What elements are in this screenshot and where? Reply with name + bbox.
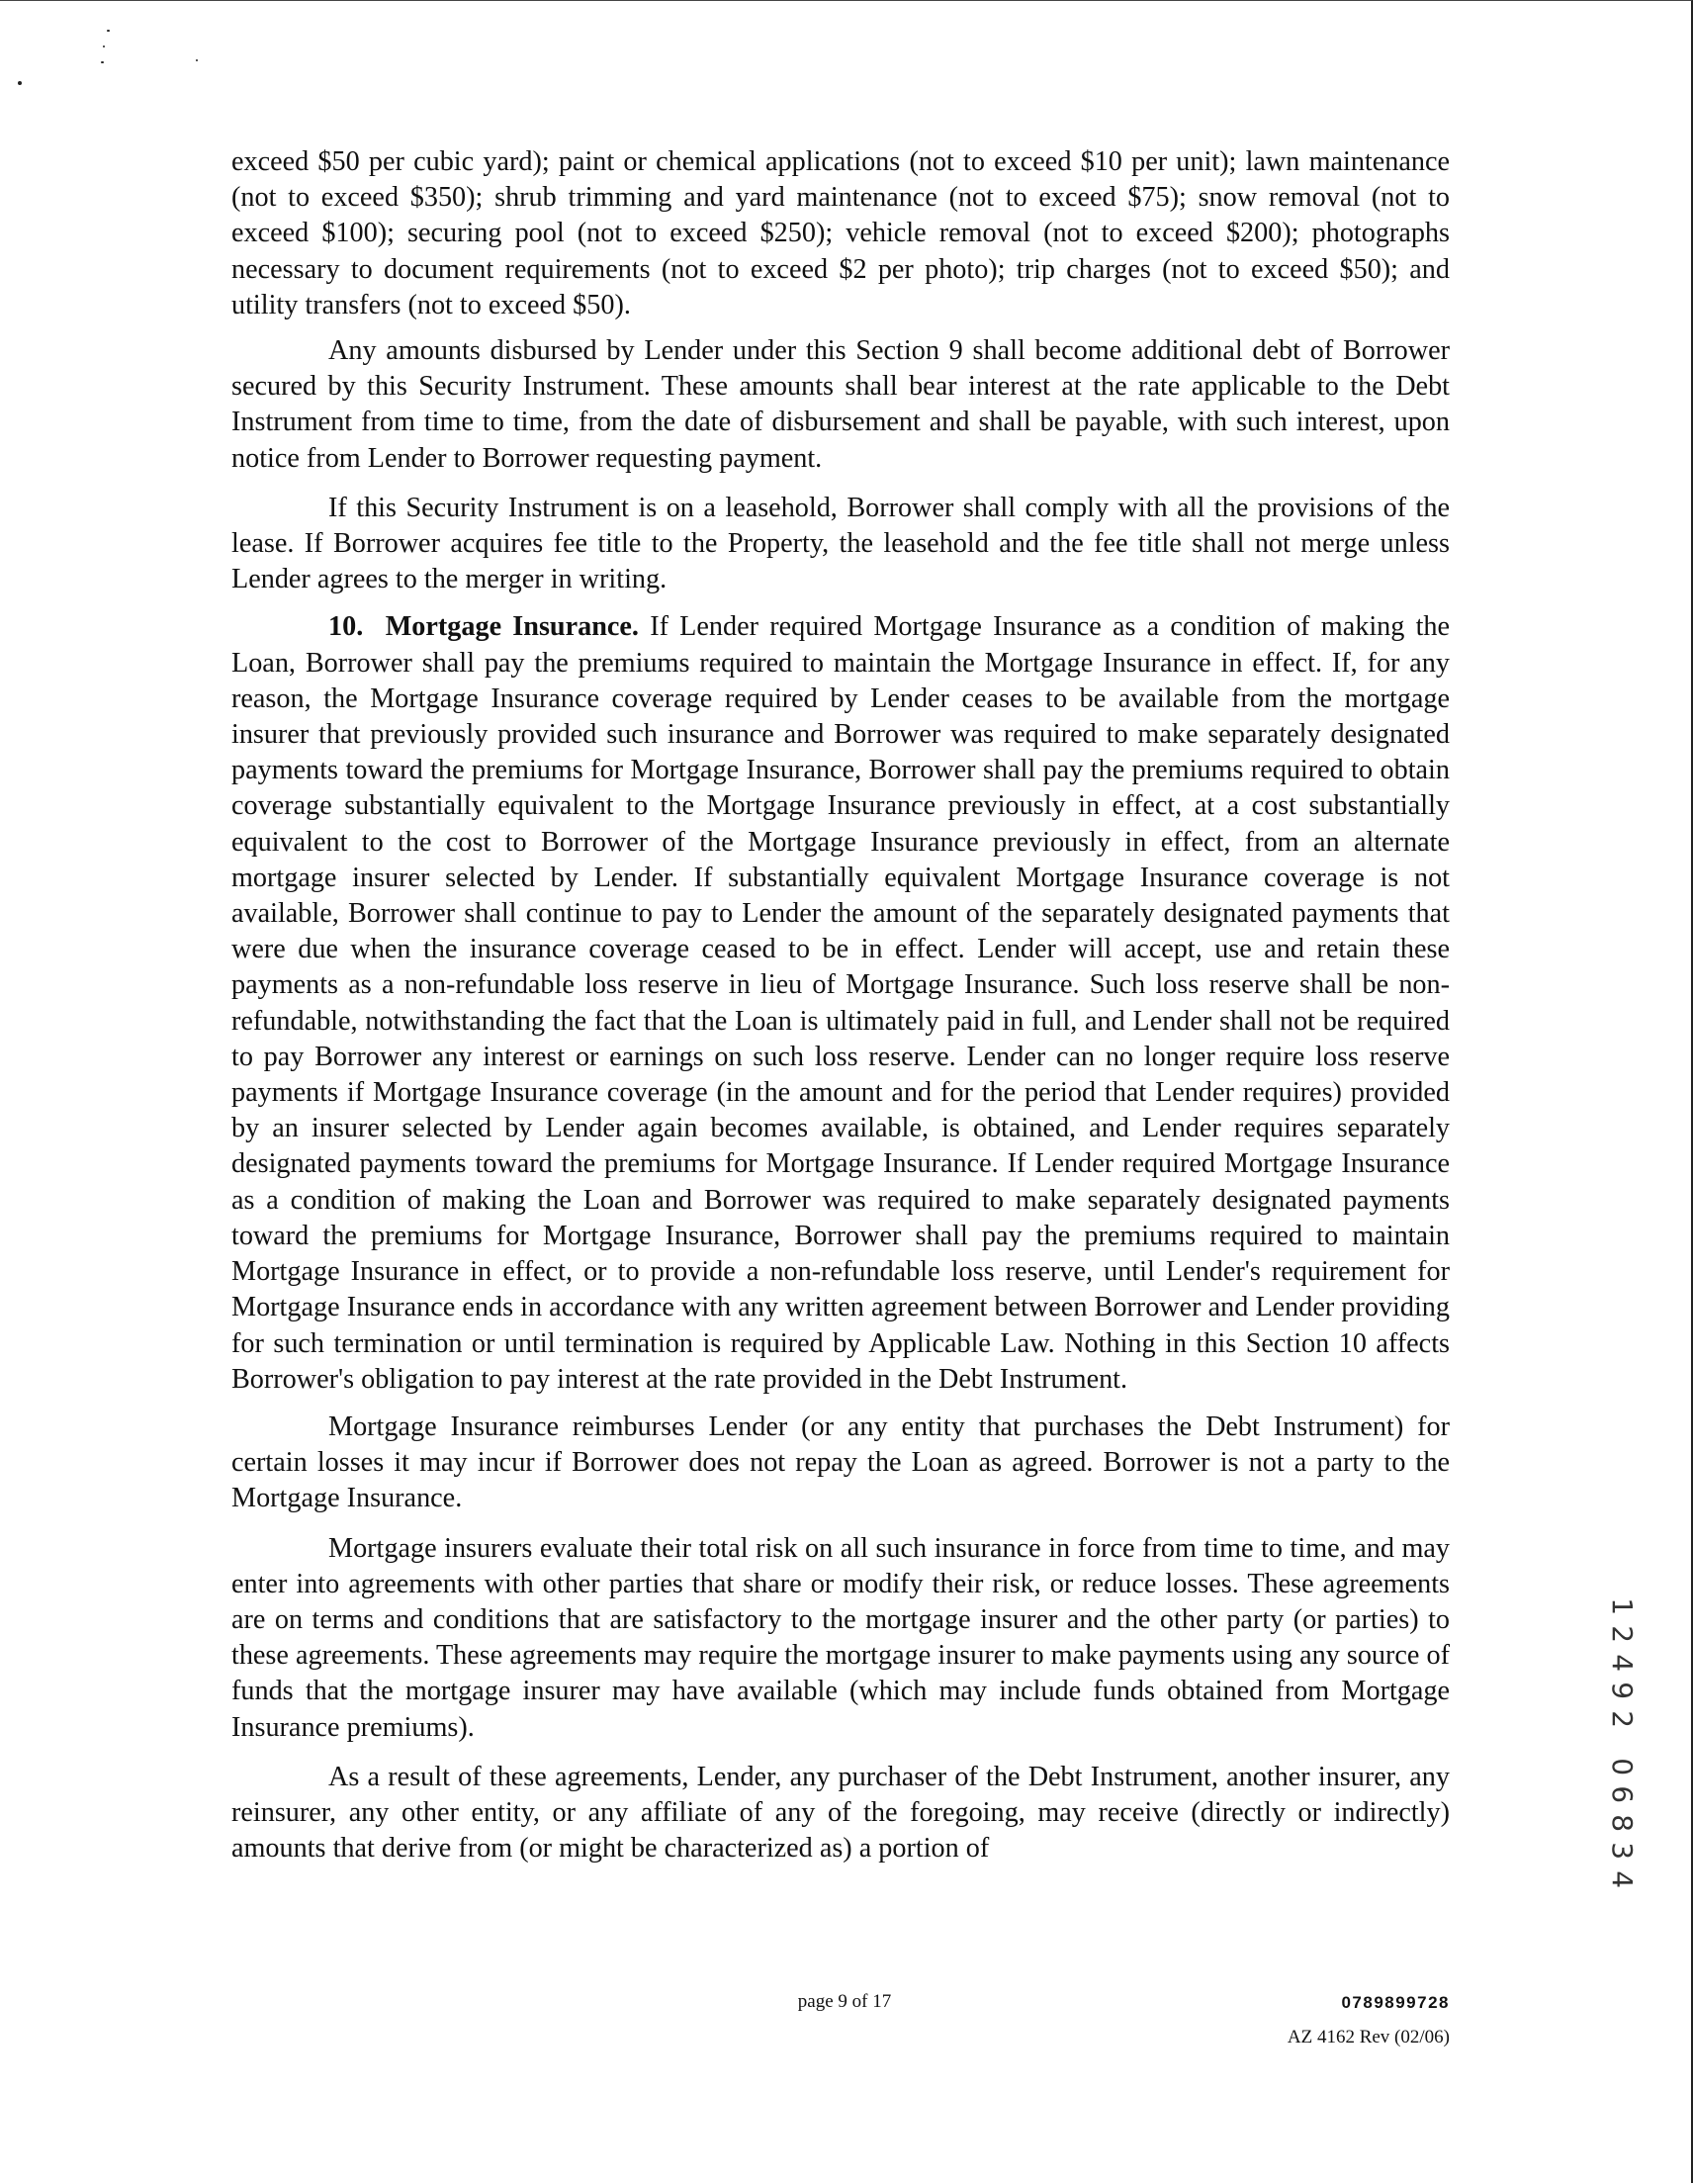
- paragraph-agreements-result: As a result of these agreements, Lender, any purchaser of the Debt Instrument, another insurer, any reinsurer, any other entity, or any affiliate of any of the foregoing, may receive (directly or indirectly) amounts that derive from (or might be characterized as) a portion of: [231, 1761, 1450, 1865]
- stamp-digit: 4: [1606, 1869, 1640, 1888]
- paragraph-mi-reimburses: Mortgage Insurance reimburses Lender (or any entity that purchases the Debt Instrument) for certain losses it may incur if Borrower does not repay the Loan as agreed. Borrower is not a party to the Mortgage Insurance.: [231, 1410, 1450, 1514]
- stamp-digit: 2: [1606, 1625, 1640, 1644]
- vertical-recording-number: [1602, 1592, 1642, 1893]
- section-title: Mortgage Insurance.: [385, 611, 639, 643]
- paragraph-mi-risk: Mortgage insurers evaluate their total risk on all such insurance in force from time to time, and may enter into agreements with other parties that share or modify their risk, or reduce losses. These agreements are on terms and conditions that are satisfactory to the mortgage insurer and the other party (or parties) to these agreements. These agreements may require the mortgage insurer to make payments using any source of funds that the mortgage insurer may have available (which may include funds obtained from Mortgage Insurance premiums).: [231, 1532, 1450, 1743]
- page-number: page 9 of 17: [797, 1991, 892, 2012]
- stamp-digit: 1: [1606, 1597, 1640, 1616]
- stamp-digit: 2: [1606, 1709, 1640, 1728]
- paragraph-fee-limits: exceed $50 per cubic yard); paint or chemical applications (not to exceed $10 per unit); lawn maintenance (not to exceed $350); shrub trimming and yard maintenance (not to exceed $75); snow removal (not to exceed $100); securing pool (not to exceed $250); vehicle removal (not to exceed $200); photographs necessary to document requirements (not to exceed $2 per photo); trip charges (not to exceed $50); and utility transfers (not to exceed $50).: [231, 146, 1450, 320]
- stamp-digit: 8: [1606, 1814, 1640, 1832]
- stamp-digit: 9: [1606, 1682, 1640, 1700]
- section-10-mortgage-insurance: [231, 609, 1450, 1397]
- section-number: 10.: [328, 611, 364, 643]
- loan-number: 0789899728: [1341, 1993, 1450, 2012]
- stamp-digit: 6: [1606, 1785, 1640, 1804]
- section-text: If Lender required Mortgage Insurance as a condition of making the Loan, Borrower shall pay the premiums required to maintain the Mortgage Insurance in effect. If, for any reason, the Mortgage Insurance coverage required by Lender ceases to be available from the mortgage insurer that previously provided such insurance and Borrower was required to make separately designated payments toward the premiums for Mortgage Insurance, Borrower shall pay the premiums required to obtain coverage substantially equivalent to the Mortgage Insurance previously in effect, at a cost substantially equivalent to the cost to Borrower of the Mortgage Insurance previously in effect, from an alternate mortgage insurer selected by Lender. If substantially equivalent Mortgage Insurance coverage is not available, Borrower shall continue to pay to Lender the amount of the separately designated payments that were due when the insurance coverage ceased to be in effect. Lender will accept, use and retain these payments as a non-refundable loss reserve in lieu of Mortgage Insurance. Such loss reserve shall be non-refundable, notwithstanding the fact that the Loan is ultimately paid in full, and Lender shall not be required to pay Borrower any interest or earnings on such loss reserve. Lender can no longer require loss reserve payments if Mortgage Insurance coverage (in the amount and for the period that Lender requires) provided by an insurer selected by Lender again becomes available, is obtained, and Lender requires separately designated payments toward the premiums for Mortgage Insurance. If Lender required Mortgage Insurance as a condition of making the Loan and Borrower was required to make separately designated payments toward the premiums for Mortgage Insurance, Borrower shall pay the premiums required to maintain Mortgage Insurance in effect, or to provide a non-refundable loss reserve, until Lender's requirement for Mortgage Insurance ends in accordance with any written agreement between Borrower and Lender providing for such termination or until termination is required by Applicable Law. Nothing in this Section 10 affects Borrower's obligation to pay interest at the rate provided in the Debt Instrument.: [231, 611, 1451, 1395]
- stamp-digit: 0: [1606, 1758, 1640, 1776]
- stamp-digit: 4: [1606, 1654, 1640, 1672]
- paragraph-disbursed-amounts: Any amounts disbursed by Lender under this Section 9 shall become additional debt of Borrower secured by this Security Instrument. These amounts shall bear interest at the rate applicable to the Debt Instrument from time to time, from the date of disbursement and shall be payable, with such interest, upon notice from Lender to Borrower requesting payment.: [231, 335, 1450, 474]
- paragraph-leasehold: If this Security Instrument is on a leasehold, Borrower shall comply with all the provisions of the lease. If Borrower acquires fee title to the Property, the leasehold and the fee title shall not merge unless Lender agrees to the merger in writing.: [231, 492, 1450, 595]
- document-body: [231, 144, 1450, 1866]
- stamp-digit: 3: [1606, 1842, 1640, 1861]
- form-code: AZ 4162 Rev (02/06): [1287, 2027, 1450, 2048]
